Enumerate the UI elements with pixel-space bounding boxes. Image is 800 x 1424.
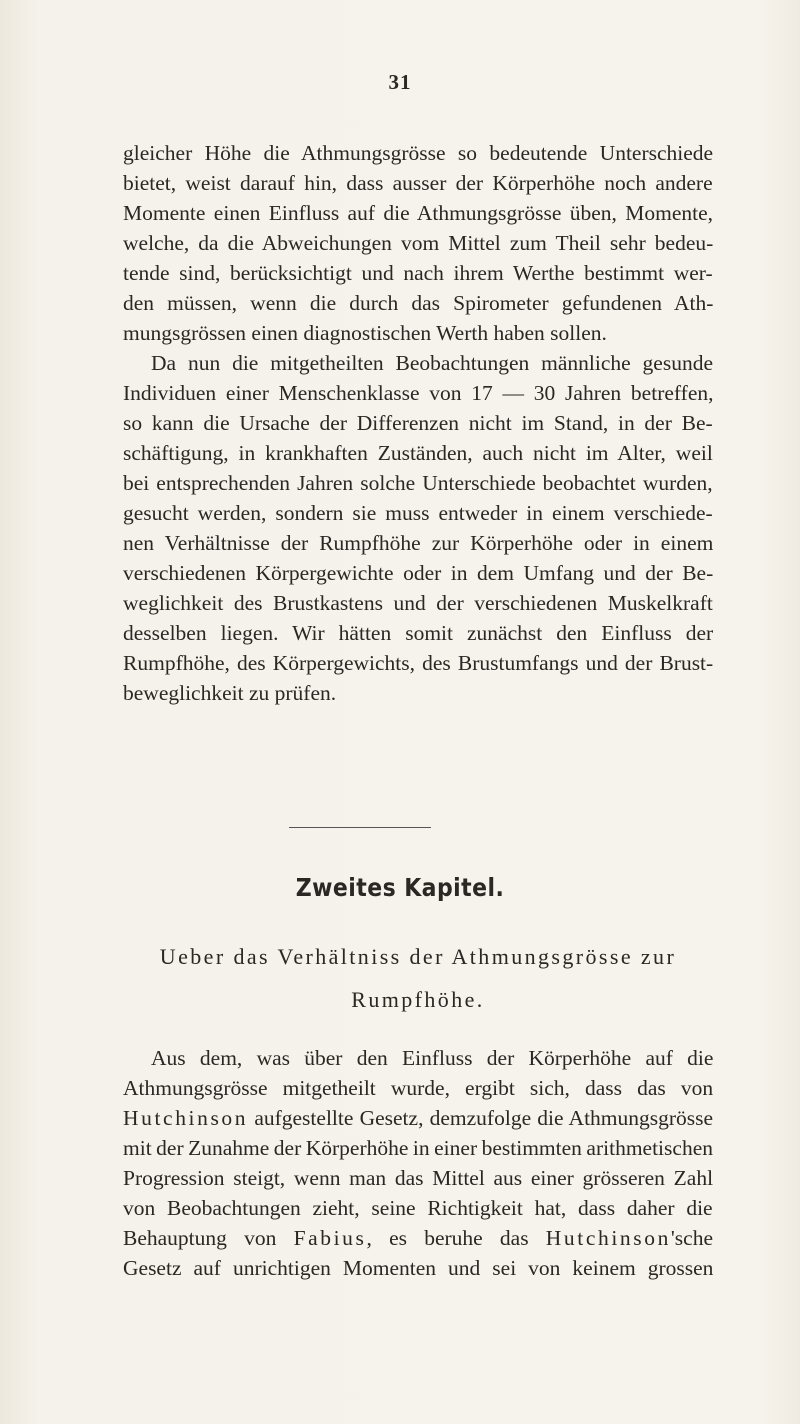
chapter-subtitle-line: Ueber das Verhältniss der Athmungsgrösse zur <box>159 944 677 969</box>
text-line: Individuen einer Menschenklasse von 17 — 30 Jahren betreffen, <box>123 381 714 405</box>
paragraph <box>123 138 713 348</box>
text-fragment: , es beruhe das <box>366 1226 546 1250</box>
text-line: beweglichkeit zu prüfen. <box>123 681 337 705</box>
text-line: Athmungsgrösse mitgetheilt wurde, ergibt sich, dass das von <box>123 1076 714 1100</box>
text-line: so kann die Ursache der Differenzen nicht im Stand, in der Be- <box>123 411 713 435</box>
text-fragment: Behauptung von <box>123 1226 294 1250</box>
text-line: tende sind, berücksichtigt und nach ihrem Werthe bestimmt wer- <box>123 261 713 285</box>
text-line: Gesetz auf unrichtigen Momenten und sei von keinem grossen <box>123 1256 714 1280</box>
text-line: nen Verhältnisse der Rumpfhöhe zur Körperhöhe oder in einem <box>123 531 714 555</box>
paragraph <box>123 1043 713 1283</box>
text-line: mungsgrössen einen diagnostischen Werth haben sollen. <box>123 321 607 345</box>
chapter-title: Zweites Kapitel. <box>295 873 505 902</box>
text-line: Progression steigt, wenn man das Mittel aus einer grösseren Zahl <box>123 1166 714 1190</box>
text-line: schäftigung, in krankhaften Zuständen, auch nicht im Alter, weil <box>123 441 713 465</box>
text-line <box>123 1223 713 1253</box>
body-text-top <box>123 138 713 708</box>
text-line: bietet, weist darauf hin, dass ausser der Körperhöhe noch andere <box>123 171 713 195</box>
body-text-bottom <box>123 1043 713 1283</box>
text-line: welche, da die Abweichungen vom Mittel zum Theil sehr bedeu- <box>123 231 714 255</box>
author-name: Fabius <box>293 1226 367 1250</box>
text-line: mit der Zunahme der Körperhöhe in einer bestimmten arithmetischen <box>123 1136 713 1160</box>
text-line <box>123 1103 713 1133</box>
text-line: verschiedenen Körpergewichte oder in dem Umfang und der Be- <box>123 561 714 585</box>
author-name: Hutchinson <box>545 1226 671 1250</box>
page-number: 31 <box>388 70 412 94</box>
section-divider <box>289 827 431 828</box>
text-line: Momente einen Einfluss auf die Athmungsgrösse üben, Momente, <box>123 201 714 225</box>
chapter-subtitle-line: Rumpfhöhe. <box>351 987 485 1012</box>
text-line: gesucht werden, sondern sie muss entweder in einem verschiede- <box>123 501 713 525</box>
text-line: weglichkeit des Brustkastens und der verschiedenen Muskelkraft <box>123 591 713 615</box>
text-line: Aus dem, was über den Einfluss der Körperhöhe auf die <box>151 1046 714 1070</box>
text-line: Rumpfhöhe, des Körpergewichts, des Brustumfangs und der Brust- <box>123 651 714 675</box>
text-line: den müssen, wenn die durch das Spirometer gefundenen Ath- <box>123 291 714 315</box>
text-line: gleicher Höhe die Athmungsgrösse so bedeutende Unterschiede <box>123 141 714 165</box>
text-line: Da nun die mitgetheilten Beobachtungen männliche gesunde <box>151 351 714 375</box>
text-line: desselben liegen. Wir hätten somit zunächst den Einfluss der <box>123 621 714 645</box>
text-fragment: 'sche <box>670 1226 713 1250</box>
paragraph <box>123 348 713 708</box>
text-fragment: aufgestellte Gesetz, demzufolge die Athmungsgrösse <box>248 1106 714 1130</box>
author-name: Hutchinson <box>123 1106 249 1130</box>
text-line: von Beobachtungen zieht, seine Richtigkeit hat, dass daher die <box>123 1196 713 1220</box>
text-line: bei entsprechenden Jahren solche Unterschiede beobachtet wurden, <box>123 471 713 495</box>
